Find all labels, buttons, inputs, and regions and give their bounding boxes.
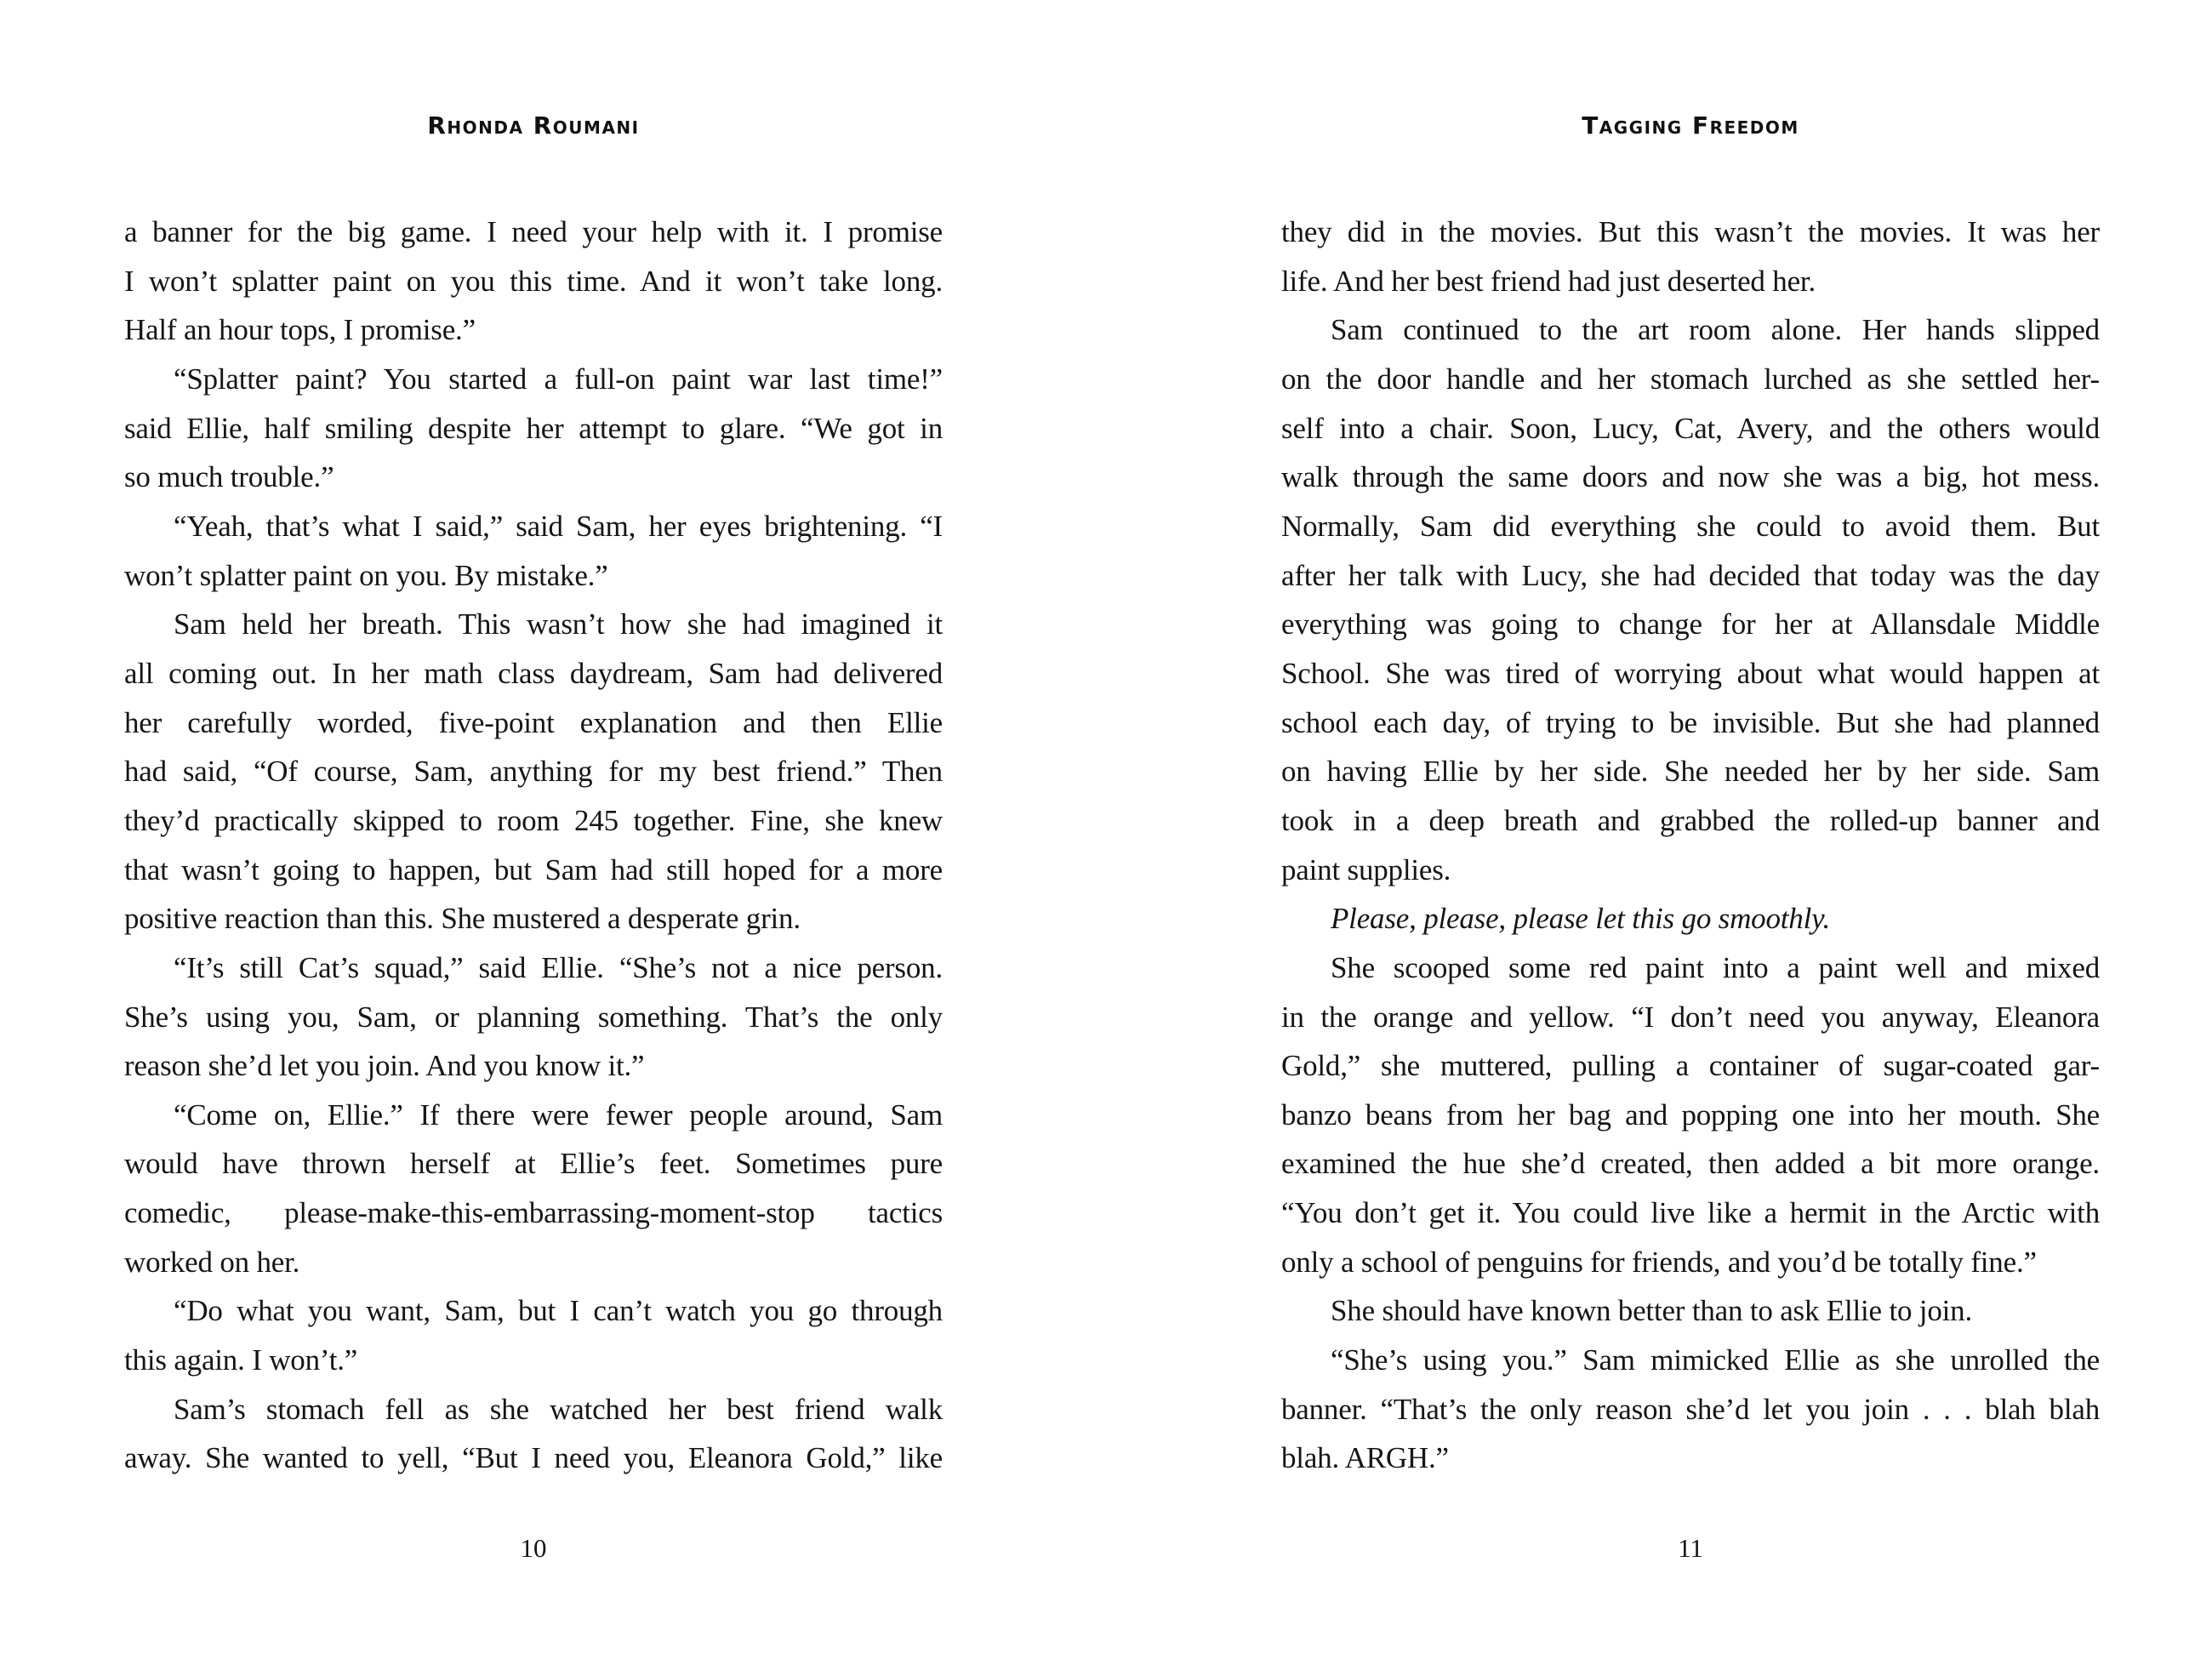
text-line: her carefully worded, five-point explanation and then Ellie xyxy=(124,705,943,739)
text-line: had said, “Of course, Sam, anything for my best friend.” Then xyxy=(124,755,943,789)
text-line: Please, please, please let this go smoothly. xyxy=(1331,902,1831,936)
text-line: “She’s using you.” Sam mimicked Ellie as she unrolled the xyxy=(1331,1343,2100,1377)
text-line: this again. I won’t.” xyxy=(124,1343,358,1377)
text-line: walk through the same doors and now she was a big, hot mess. xyxy=(1281,460,2100,494)
text-line: “Splatter paint? You started a full-on paint war last time!” xyxy=(174,362,943,396)
left-text-column xyxy=(124,208,943,1483)
text-line: worked on her. xyxy=(124,1245,300,1279)
text-line: they’d practically skipped to room 245 together. Fine, she knew xyxy=(124,803,943,837)
text-line: Half an hour tops, I promise.” xyxy=(124,313,476,347)
text-line: they did in the movies. But this wasn’t the movies. It was her xyxy=(1281,215,2100,248)
text-line: Normally, Sam did everything she could to avoid them. But xyxy=(1281,509,2100,543)
text-line: everything was going to change for her at Allansdale Middle xyxy=(1281,607,2100,641)
text-line: “It’s still Cat’s squad,” said Ellie. “She’s not a nice person. xyxy=(174,950,943,984)
text-line: banner. “That’s the only reason she’d let you join . . . blah blah xyxy=(1281,1392,2100,1426)
text-line: reason she’d let you join. And you know it.” xyxy=(124,1049,645,1083)
text-line: said Ellie, half smiling despite her attempt to glare. “We got in xyxy=(124,411,943,445)
text-line: won’t splatter paint on you. By mistake.” xyxy=(124,558,608,592)
text-line: school each day, of trying to be invisible. But she had planned xyxy=(1281,705,2100,739)
text-line: on the door handle and her stomach lurched as she settled her- xyxy=(1281,362,2100,396)
running-head-book-title: Tagging Freedom xyxy=(1582,111,1799,140)
running-head-author: Rhonda Roumani xyxy=(427,111,640,140)
page-number-left: 10 xyxy=(520,1533,547,1563)
text-line: She scooped some red paint into a paint well and mixed xyxy=(1331,950,2100,984)
text-line: in the orange and yellow. “I don’t need you anyway, Eleanora xyxy=(1281,1000,2100,1034)
text-line: School. She was tired of worrying about what would happen at xyxy=(1281,656,2100,690)
text-line: only a school of penguins for friends, and you’d be totally fine.” xyxy=(1281,1245,2037,1279)
text-line: a banner for the big game. I need your help with it. I promise xyxy=(124,215,943,248)
text-line: would have thrown herself at Ellie’s feet. Sometimes pure xyxy=(124,1147,943,1181)
text-line: Sam’s stomach fell as she watched her best friend walk xyxy=(174,1392,943,1426)
book-page-left xyxy=(124,0,943,1659)
text-line: banzo beans from her bag and popping one into her mouth. She xyxy=(1281,1097,2100,1132)
book-page-right xyxy=(1281,0,2100,1659)
page-number-right: 11 xyxy=(1678,1533,1703,1563)
text-line: She should have known better than to ask Ellie to join. xyxy=(1331,1294,1973,1328)
right-text-column xyxy=(1281,208,2100,1483)
text-line: on having Ellie by her side. She needed her by her side. Sam xyxy=(1281,755,2100,789)
text-line: examined the hue she’d created, then added a bit more orange. xyxy=(1281,1147,2100,1181)
text-line: after her talk with Lucy, she had decided that today was the day xyxy=(1281,558,2100,592)
text-line: that wasn’t going to happen, but Sam had still hoped for a more xyxy=(124,852,943,887)
text-line: “Do what you want, Sam, but I can’t watch you go through xyxy=(174,1294,943,1328)
text-line: I won’t splatter paint on you this time. And it won’t take long. xyxy=(124,264,943,298)
text-line: positive reaction than this. She mustered a desperate grin. xyxy=(124,902,801,936)
text-line: comedic, please-make-this-embarrassing-moment-stop tactics xyxy=(124,1196,943,1230)
text-line: took in a deep breath and grabbed the rolled-up banner and xyxy=(1281,803,2100,837)
text-line: so much trouble.” xyxy=(124,460,334,494)
text-line: blah. ARGH.” xyxy=(1281,1441,1449,1475)
text-line: paint supplies. xyxy=(1281,852,1451,887)
text-line: She’s using you, Sam, or planning something. That’s the only xyxy=(124,1000,943,1034)
text-line: Gold,” she muttered, pulling a container of sugar-coated gar- xyxy=(1281,1049,2100,1083)
text-line: away. She wanted to yell, “But I need you, Eleanora Gold,” like xyxy=(124,1441,943,1475)
text-line: “Yeah, that’s what I said,” said Sam, her eyes brightening. “I xyxy=(174,509,943,543)
text-line: Sam held her breath. This wasn’t how she had imagined it xyxy=(174,607,943,641)
text-line: Sam continued to the art room alone. Her hands slipped xyxy=(1331,313,2100,347)
text-line: “You don’t get it. You could live like a hermit in the Arctic with xyxy=(1281,1196,2100,1230)
text-line: self into a chair. Soon, Lucy, Cat, Avery, and the others would xyxy=(1281,411,2100,445)
text-line: life. And her best friend had just deserted her. xyxy=(1281,264,1816,298)
text-line: all coming out. In her math class daydream, Sam had delivered xyxy=(124,656,943,690)
text-line: “Come on, Ellie.” If there were fewer people around, Sam xyxy=(174,1097,943,1132)
